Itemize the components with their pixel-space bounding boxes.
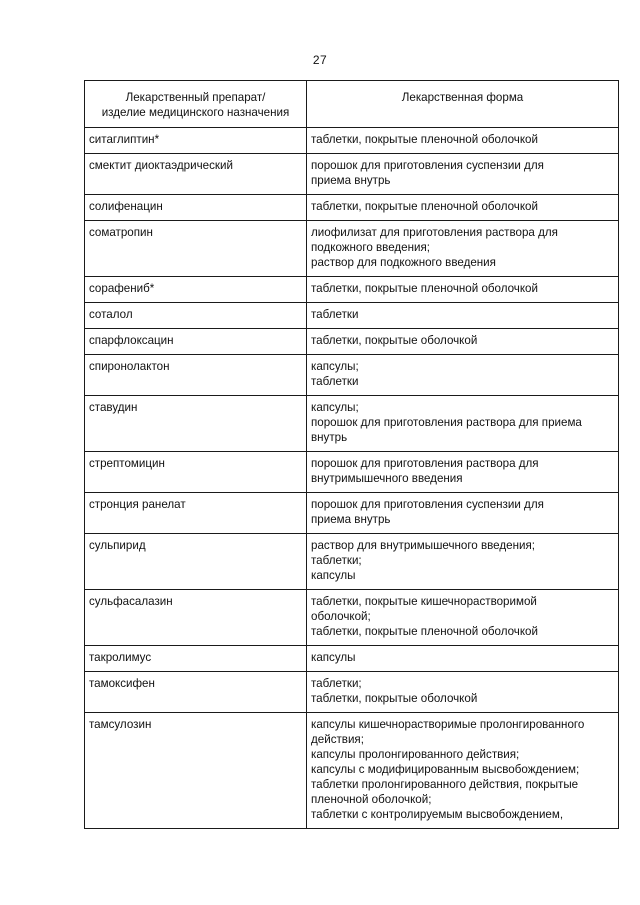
dosage-form-line: капсулы; [311,360,359,373]
dosage-form-cell [307,221,619,277]
drug-name-cell: стрептомицин [85,452,307,493]
dosage-form-line: порошок для приготовления раствора для приема [311,416,582,429]
dosage-form-line: внутрь [311,431,348,444]
drug-name-cell: соматропин [85,221,307,277]
dosage-form-line: порошок для приготовления суспензии для [311,159,544,172]
dosage-form-cell [307,672,619,713]
dosage-form-cell [307,534,619,590]
dosage-form-line: капсулы; [311,401,359,414]
dosage-form-cell [307,195,619,221]
dosage-form-line: лиофилизат для приготовления раствора для [311,226,558,239]
dosage-form-cell [307,303,619,329]
dosage-form-line: таблетки пролонгированного действия, покрытые [311,778,579,791]
dosage-form-line: таблетки с контролируемым высвобождением, [311,808,564,821]
table-body [85,128,619,829]
dosage-form-line: таблетки; [311,554,362,567]
dosage-form-line: таблетки [311,375,359,388]
dosage-form-line: таблетки, покрытые оболочкой [311,334,478,347]
dosage-form-cell [307,493,619,534]
dosage-form-cell [307,452,619,493]
drug-name-cell: тамсулозин [85,713,307,829]
table-row [85,329,619,355]
dosage-form-cell [307,396,619,452]
table-header-row [85,81,619,128]
table-row [85,303,619,329]
drug-name-cell: сорафениб* [85,277,307,303]
table-row [85,128,619,154]
table-row [85,493,619,534]
dosage-form-cell [307,277,619,303]
table-row [85,396,619,452]
dosage-form-cell [307,329,619,355]
header-form [307,81,619,128]
dosage-form-cell [307,646,619,672]
header-form-line: Лекарственная форма [401,91,524,104]
table-row [85,355,619,396]
dosage-form-line: приема внутрь [311,174,391,187]
table-row [85,672,619,713]
table-row [85,277,619,303]
dosage-form-line: капсулы кишечнорастворимые пролонгированного [311,718,585,731]
dosage-form-line: капсулы с модифицированным высвобождением; [311,763,580,776]
header-drug-line: Лекарственный препарат/ [125,91,266,104]
dosage-form-line: капсулы пролонгированного действия; [311,748,520,761]
table-row [85,195,619,221]
dosage-form-line: подкожного введения; [311,241,430,254]
table-row [85,221,619,277]
drug-name-cell: ситаглиптин* [85,128,307,154]
dosage-form-line: капсулы [311,651,356,664]
dosage-form-line: внутримышечного введения [311,472,463,485]
dosage-form-cell [307,713,619,829]
header-drug-line: изделие медицинского назначения [101,106,290,119]
dosage-form-line: раствор для подкожного введения [311,256,496,269]
dosage-form-line: таблетки [311,308,359,321]
drug-name-cell: стронция ранелат [85,493,307,534]
dosage-form-line: таблетки, покрытые оболочкой [311,692,478,705]
dosage-form-line: оболочкой; [311,610,371,623]
table-row [85,534,619,590]
drug-name-cell: сульфасалазин [85,590,307,646]
dosage-form-line: таблетки; [311,677,362,690]
table-row [85,646,619,672]
header-drug [85,81,307,128]
drug-name-cell: сульпирид [85,534,307,590]
drug-name-cell: спарфлоксацин [85,329,307,355]
table-row [85,154,619,195]
dosage-form-cell [307,154,619,195]
page-number: 27 [312,53,328,67]
dosage-form-line: раствор для внутримышечного введения; [311,539,535,552]
dosage-form-line: действия; [311,733,364,746]
drug-name-cell: смектит диоктаэдрический [85,154,307,195]
table-row [85,713,619,829]
dosage-form-line: таблетки, покрытые пленочной оболочкой [311,200,538,213]
dosage-form-cell [307,128,619,154]
dosage-form-line: порошок для приготовления раствора для [311,457,539,470]
drug-form-table [84,80,619,829]
dosage-form-cell [307,355,619,396]
dosage-form-line: таблетки, покрытые пленочной оболочкой [311,133,538,146]
dosage-form-line: порошок для приготовления суспензии для [311,498,544,511]
drug-name-cell: ставудин [85,396,307,452]
drug-name-cell: такролимус [85,646,307,672]
table-row [85,452,619,493]
dosage-form-cell [307,590,619,646]
drug-name-cell: тамоксифен [85,672,307,713]
dosage-form-line: пленочной оболочкой; [311,793,432,806]
drug-name-cell: спиронолактон [85,355,307,396]
dosage-form-line: таблетки, покрытые кишечнорастворимой [311,595,537,608]
drug-name-cell: солифенацин [85,195,307,221]
dosage-form-line: таблетки, покрытые пленочной оболочкой [311,625,538,638]
drug-name-cell: соталол [85,303,307,329]
dosage-form-line: таблетки, покрытые пленочной оболочкой [311,282,538,295]
dosage-form-line: капсулы [311,569,356,582]
dosage-form-line: приема внутрь [311,513,391,526]
table-row [85,590,619,646]
